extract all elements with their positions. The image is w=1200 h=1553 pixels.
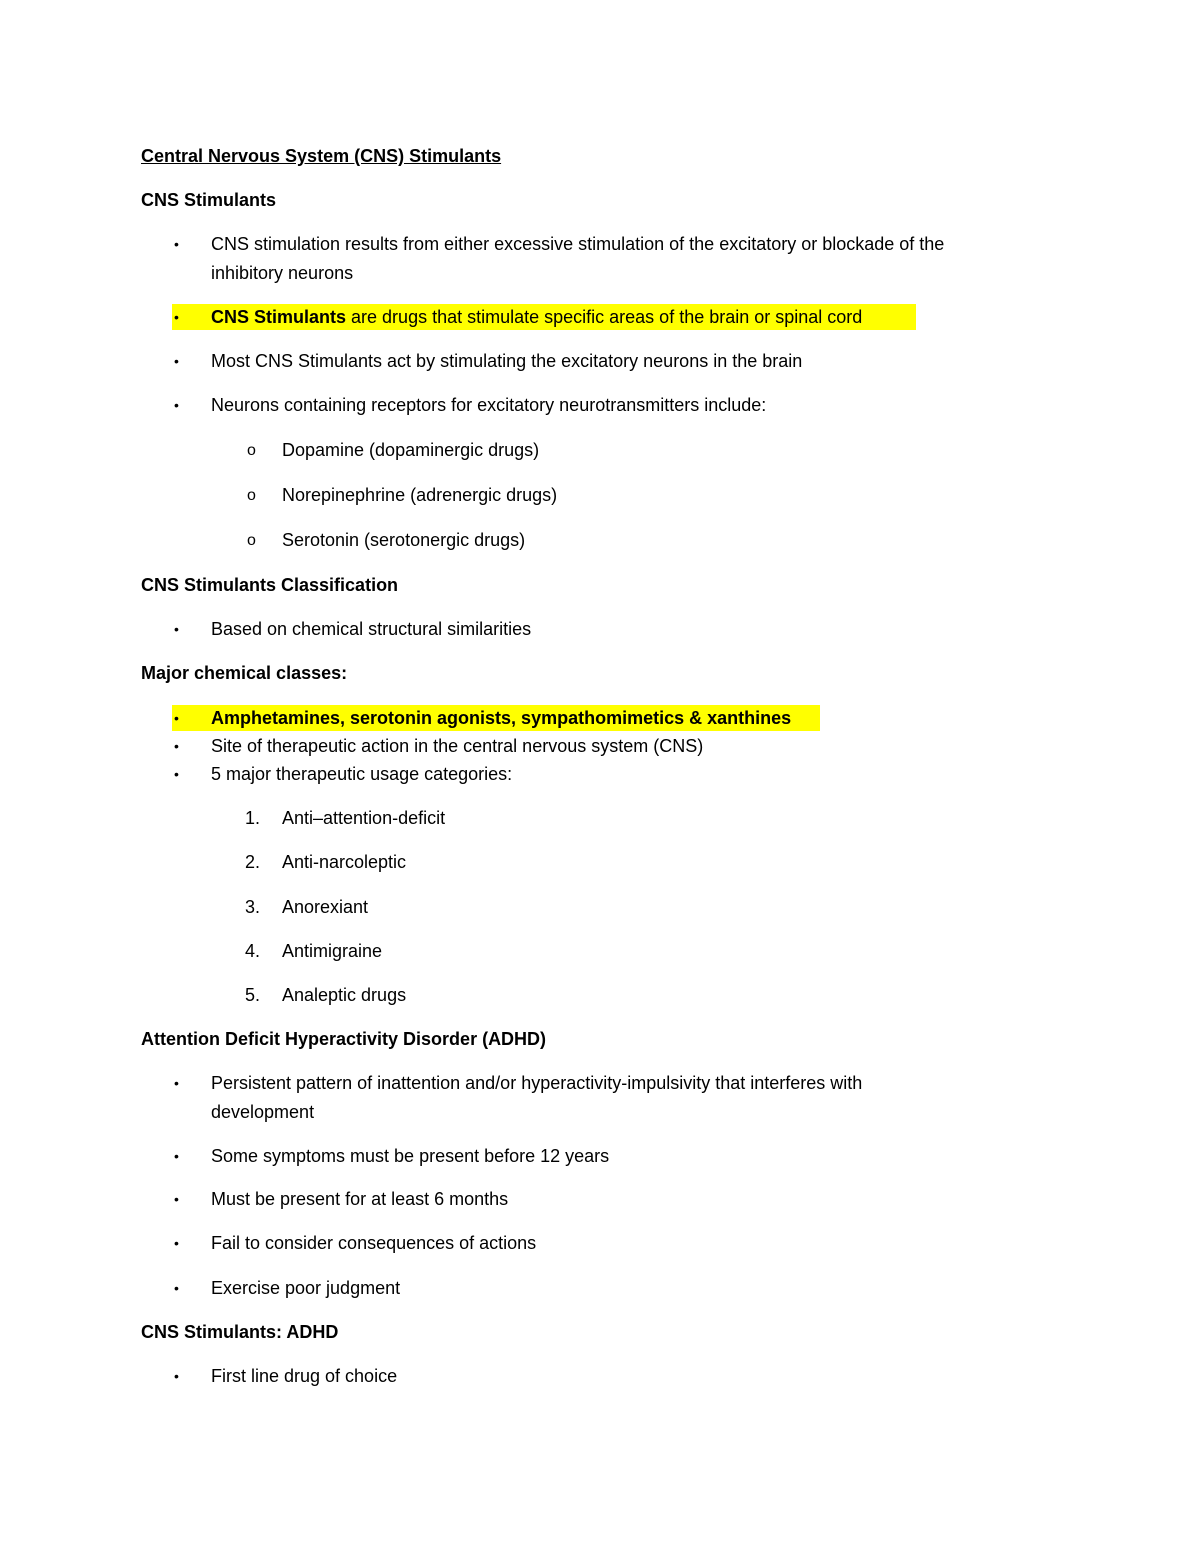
list-item-highlighted: Amphetamines, serotonin agonists, sympathomimetics & xanthines [211, 708, 792, 728]
section-heading-cns-stimulants: CNS Stimulants [141, 190, 277, 210]
list-item-text: Neurons containing receptors for excitatory neurotransmitters include: [211, 395, 767, 415]
list-item-text: Persistent pattern of inattention and/or hyperactivity-impulsivity that interferes with [211, 1073, 863, 1093]
list-number: 4. [245, 941, 261, 961]
list-item-text: Exercise poor judgment [211, 1278, 401, 1298]
numbered-list-item: Anorexiant [282, 897, 369, 917]
bullet-icon: • [174, 1280, 179, 1296]
list-item-text: are drugs that stimulate specific areas of the brain or spinal cord [346, 307, 863, 327]
list-item-text: Some symptoms must be present before 12 years [211, 1146, 610, 1166]
list-number: 1. [245, 808, 261, 828]
list-item-text: Must be present for at least 6 months [211, 1189, 509, 1209]
bullet-icon: • [174, 1148, 179, 1164]
list-item-text: 5 major therapeutic usage categories: [211, 764, 513, 784]
bullet-icon: • [174, 309, 179, 325]
list-number: 5. [245, 985, 261, 1005]
section-heading-adhd: Attention Deficit Hyperactivity Disorder (ADHD) [141, 1029, 547, 1049]
list-item-text: Based on chemical structural similarities [211, 619, 532, 639]
section-heading-major-classes: Major chemical classes: [141, 663, 348, 683]
bullet-icon: • [174, 236, 179, 252]
bullet-icon: • [174, 353, 179, 369]
emphasis-text: CNS Stimulants [211, 307, 347, 327]
section-heading-cns-adhd: CNS Stimulants: ADHD [141, 1322, 339, 1342]
sub-bullet-icon: o [247, 532, 256, 549]
list-item-text: CNS stimulation results from either excessive stimulation of the excitatory or blockade of the [211, 234, 945, 254]
list-item-text: Most CNS Stimulants act by stimulating the excitatory neurons in the brain [211, 351, 803, 371]
list-number: 2. [245, 852, 261, 872]
list-item-text: inhibitory neurons [211, 263, 354, 283]
list-item-text: First line drug of choice [211, 1366, 398, 1386]
sub-list-item: Dopamine (dopaminergic drugs) [282, 440, 540, 460]
list-item-highlighted [211, 305, 862, 329]
list-number: 3. [245, 897, 261, 917]
bullet-icon: • [174, 397, 179, 413]
numbered-list-item: Antimigraine [282, 941, 383, 961]
numbered-list-item: Anti–attention-deficit [282, 808, 446, 828]
bullet-icon: • [174, 1235, 179, 1251]
numbered-list-item: Anti-narcoleptic [282, 852, 407, 872]
sub-list-item: Norepinephrine (adrenergic drugs) [282, 485, 558, 505]
page-title: Central Nervous System (CNS) Stimulants [141, 146, 502, 166]
bullet-icon: • [174, 621, 179, 637]
sub-bullet-icon: o [247, 487, 256, 504]
bullet-icon: • [174, 710, 179, 726]
bullet-icon: • [174, 766, 179, 782]
sub-bullet-icon: o [247, 442, 256, 459]
section-heading-classification: CNS Stimulants Classification [141, 575, 399, 595]
list-item-text: Fail to consider consequences of actions [211, 1233, 537, 1253]
sub-list-item: Serotonin (serotonergic drugs) [282, 530, 526, 550]
bullet-icon: • [174, 1075, 179, 1091]
numbered-list-item: Analeptic drugs [282, 985, 407, 1005]
list-item-text: development [211, 1102, 315, 1122]
list-item-text: Site of therapeutic action in the central nervous system (CNS) [211, 736, 704, 756]
bullet-icon: • [174, 738, 179, 754]
bullet-icon: • [174, 1191, 179, 1207]
bullet-icon: • [174, 1368, 179, 1384]
